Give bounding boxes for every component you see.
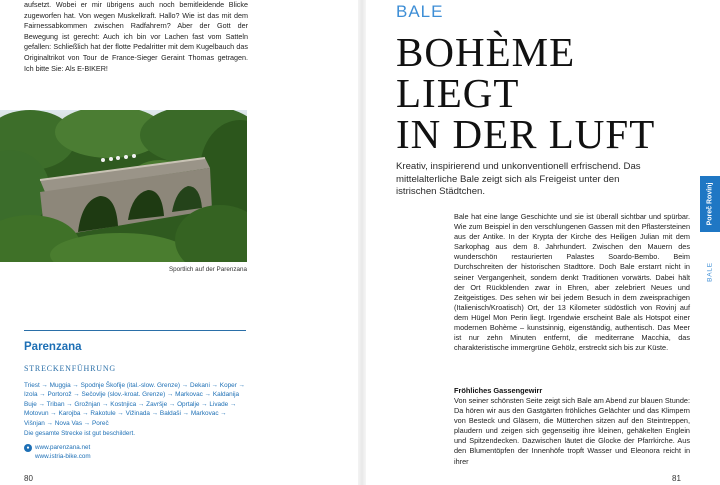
info-box-title: Parenzana xyxy=(24,341,82,353)
region-tab-label: Poreč Rovinj xyxy=(706,182,714,226)
article-body-continued: Von seiner schönsten Seite zeigt sich Bale am Abend zur blauen Stunde: Da hören wir aus den Gastgärten fröhliches Gelächter und das Klimpern von Besteck und Gläsern, die Mütterchen sitzen auf den Steintreppen, plaudern und zeigen sich gegenseitig ihre kleinen, gehäkelten Englein und Spitzendecken. Dazwischen läutet die Glocke der Pfarrkirche. Aus den Blumentöpfen der Innenhöfe tropft Wasser und Eleonora reicht in ihrer xyxy=(454,396,690,466)
article-body: Bale hat eine lange Geschichte und sie ist überall sichtbar und spürbar. Wie zum Beispiel in den verschlungenen Gassen mit den Pflastersteinen aus der Antike. In der Krypta der Kirche des Heiligen Julian mit dem Sarkophag aus dem 8. Jahrhundert. Zwischen den Mauern des wunderschön restaurierten Palastes Soardo-Bembo. Beim Durchschreiten der historischen Stadttore. Doch Bale erstarrt nicht in seiner Vergangenheit, sondern denkt Traditionen vorwärts. Dabei hält der Ort Rückblenden zwar in Ehren, aber zelebriert Neues und Zeitgeistiges. Des sehen wir bei jedem Besuch in dem zweisprachigen (Italienisch/Kroatisch) Ort, der 13 Kilometer südöstlich von Rovinj auf dem Hügel Mon Perin liegt. Irgendwie erscheint Bale als Hotspot einer modernen Bohème – kunstsinnig, eigenständig, authentisch. Das Meer ist nur zehn Minuten entfernt, die mediterrane Macchia, das charakteristische immergrüne Gehölz, erstreckt sich bis zur Küste. xyxy=(454,212,690,353)
web-icon: ● xyxy=(24,444,32,452)
info-links xyxy=(24,444,91,461)
link-row xyxy=(24,444,91,453)
parenzana-viaduct-photo xyxy=(0,110,247,262)
route-note: Die gesamte Strecke ist gut beschildert. xyxy=(24,430,135,437)
side-section-label xyxy=(704,264,716,280)
right-page xyxy=(366,0,720,485)
photo-caption: Sportlich auf der Parenzana xyxy=(168,266,247,273)
link-parenzana[interactable]: www.parenzana.net xyxy=(35,444,91,451)
route-list: Triest → Muggia → Spodnje Škofije (ital.-slow. Grenze) → Dekani → Koper → Izola → Portorož → Sečovlje (slov.-kroat. Grenze) → Markovac → Kaldanija Buje → Triban → Grožnjan → Kostnjica → Završje → Oprtalje → Livade → Motovun → Karojba → Rakotule → Vižinada → Baldaši → Markovac → Višnjan → Nova Vas → Poreč xyxy=(24,382,246,427)
article-lead: Kreativ, inspirierend und unkonventionell erfrischend. Das mittelalterliche Bale zeigt sich als Freigeist unter den istrischen Städtchen. xyxy=(396,161,641,198)
section-kicker: BALE xyxy=(396,2,444,21)
article-subhead: Fröhliches Gassengewirr xyxy=(454,386,543,395)
viaduct-illustration xyxy=(0,110,247,262)
left-page xyxy=(0,0,358,485)
headline-line-3: IN DER LUFT xyxy=(396,111,656,157)
book-gutter xyxy=(358,0,366,485)
info-box-rule xyxy=(24,330,246,331)
intro-text: aufsetzt. Wobei er mir übrigens auch noch bemitleidende Blicke zugeworfen hat. Von wegen Muskelkraft. Hallo? Wie ist das mit dem Fairnessabkommen zwischen Radfahrern? Aber der Gott der Bewegung ist gerecht: Auch ich bin vor Lachen fast vom Satteln gefallen: Schließlich hat der flotte Pedalritter mit dem Kugelbauch das Originaltrikot von Tour de France-Sieger Geraint Thomas getragen. Ich bitte Sie: Als E-BIKER! xyxy=(24,0,248,73)
route-heading: STRECKENFÜHRUNG xyxy=(24,364,117,373)
page-number-left: 80 xyxy=(24,474,33,483)
headline-line-2: LIEGT xyxy=(396,70,520,116)
side-section-text: BALE xyxy=(706,262,714,282)
link-row xyxy=(24,453,91,462)
link-istria-bike[interactable]: www.istria-bike.com xyxy=(35,452,91,460)
region-tab[interactable] xyxy=(700,176,720,232)
page-number-right: 81 xyxy=(672,474,681,483)
article-headline xyxy=(396,29,656,157)
headline-line-1: BOHÈME xyxy=(396,29,576,75)
